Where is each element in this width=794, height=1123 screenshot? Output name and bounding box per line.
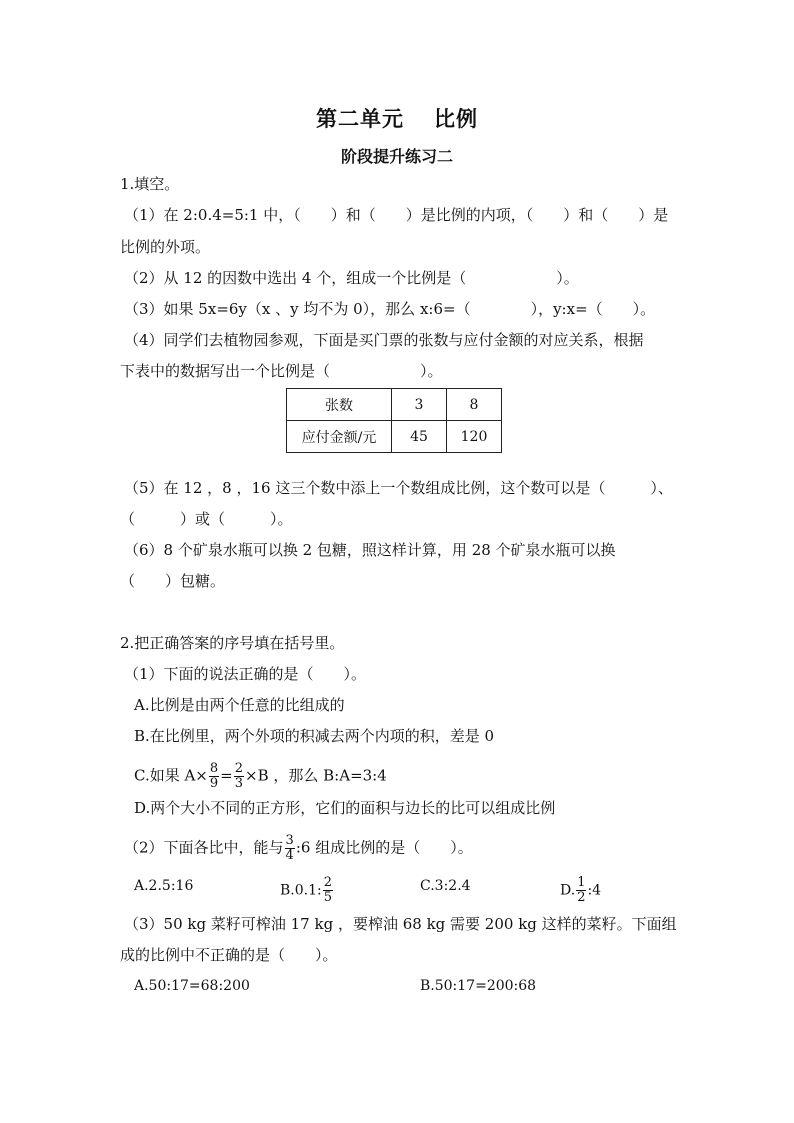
table-cell: 张数 (287, 389, 392, 421)
q2-sub3-stem-line2: 成的比例中不正确的是（ ）。 (120, 946, 338, 964)
table-cell: 8 (447, 389, 502, 421)
fraction-numerator: 2 (323, 875, 333, 890)
option-c-suffix: ×B ，那么 B:A=3:4 (245, 766, 387, 785)
ticket-table (286, 388, 502, 453)
q2-sub2-option-c: C.3:2.4 (420, 878, 471, 894)
page-subtitle: 阶段提升练习二 (340, 147, 453, 166)
table-cell: 3 (392, 389, 447, 421)
q1-item5-line2: （ ）或（ ）。 (120, 510, 293, 528)
q1-item1-line2: 比例的外项。 (120, 238, 211, 256)
fraction (285, 834, 295, 863)
q2-sub1-option-c (134, 762, 387, 791)
option-c-prefix: C.如果 A× (134, 766, 208, 785)
q2-sub1-stem: （1）下面的说法正确的是（ ）。 (124, 665, 367, 683)
fraction-numerator: 8 (209, 761, 219, 776)
unit-label: 第二单元 (316, 106, 404, 131)
q2-sub1-option-b: B.在比例里，两个外项的积减去两个内项的积，差是 0 (134, 727, 495, 745)
fraction (576, 876, 586, 905)
fraction-numerator: 2 (234, 761, 244, 776)
fraction-numerator: 1 (577, 875, 586, 890)
q2-sub3-option-b: B.50:17=200:68 (420, 978, 537, 994)
table-cell: 120 (447, 421, 502, 453)
q1-item6-line2: （ ）包糖。 (120, 572, 226, 590)
fraction-numerator: 3 (285, 833, 294, 848)
equals-sign: = (220, 766, 233, 785)
table-row (287, 421, 502, 453)
q1-item3: （3）如果 5x=6y（x 、y 均不为 0），那么 x:6=（ ），y:x=（ ）。 (124, 300, 656, 318)
table-row (287, 389, 502, 421)
fraction (234, 762, 244, 791)
stem-prefix: （2）下面各比中，能与 (124, 838, 284, 857)
table-cell: 应付金额/元 (287, 421, 392, 453)
q1-item2: （2）从 12 的因数中选出 4 个，组成一个比例是（ ）。 (124, 269, 579, 287)
page-title (0, 103, 794, 133)
fraction-denominator: 2 (577, 890, 586, 905)
q1-item5-line1: （5）在 12 ，8 ，16 这三个数中添上一个数组成比例，这个数可以是（ ）、 (124, 479, 673, 497)
q2-sub2-stem (124, 834, 473, 863)
fraction-denominator: 9 (209, 776, 219, 791)
q1-item4-line1: （4）同学们去植物园参观，下面是买门票的张数与应付金额的对应关系，根据 (124, 331, 644, 349)
q1-item6-line1: （6）8 个矿泉水瓶可以换 2 包糖，照这样计算，用 28 个矿泉水瓶可以换 (124, 541, 616, 559)
q2-sub3-option-a: A.50:17=68:200 (134, 978, 250, 994)
stem-suffix: :6 组成比例的是（ ）。 (295, 838, 473, 857)
option-d-suffix: :4 (587, 882, 602, 899)
fraction (323, 876, 333, 905)
fraction-denominator: 3 (234, 776, 244, 791)
q1-item1-line1: （1）在 2:0.4=5:1 中，（ ）和（ ）是比例的内项，（ ）和（ ）是 (124, 206, 669, 224)
q2-heading: 2.把正确答案的序号填在括号里。 (120, 634, 345, 652)
q2-sub2-option-b (280, 876, 334, 905)
q2-sub1-option-d: D.两个大小不同的正方形，它们的面积与边长的比可以组成比例 (134, 799, 556, 817)
q2-sub2-option-d (560, 876, 601, 905)
option-d-prefix: D. (560, 882, 576, 899)
option-b-prefix: B.0.1: (280, 882, 322, 899)
q2-sub2-option-a: A.2.5:16 (134, 878, 194, 894)
fraction (209, 762, 219, 791)
fraction-denominator: 4 (285, 848, 294, 863)
q1-heading: 1.填空。 (120, 175, 180, 193)
unit-topic: 比例 (434, 106, 478, 131)
q1-item4-line2: 下表中的数据写出一个比例是（ ）。 (120, 362, 443, 380)
table-cell: 45 (392, 421, 447, 453)
q2-sub1-option-a: A.比例是由两个任意的比组成的 (134, 696, 345, 714)
q2-sub3-stem-line1: （3）50 kg 菜籽可榨油 17 kg ，要榨油 68 kg 需要 200 kg 这样的菜籽。下面组 (124, 915, 677, 933)
fraction-denominator: 5 (323, 890, 333, 905)
